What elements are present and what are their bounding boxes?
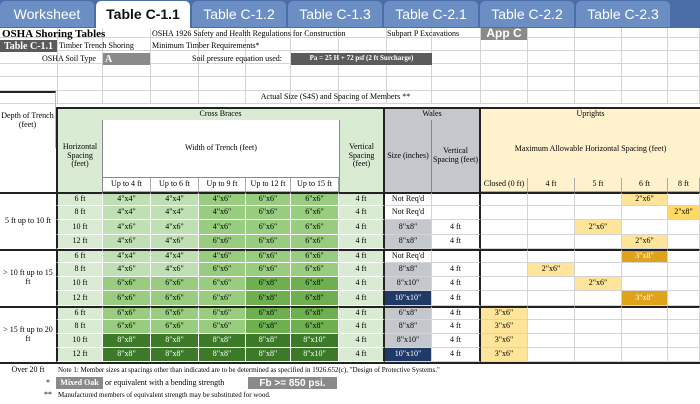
equiv-label: or equivalent with a bending strength (105, 377, 225, 387)
wale-vert-spacing: 4 ft (432, 348, 481, 362)
vert-spacing-cell: 4 ft (339, 306, 385, 320)
wale-vert-spacing: 4 ft (432, 291, 481, 305)
min-req-label: Minimum Timber Requirements* (152, 40, 260, 50)
upright-col-header: Closed (0 ft) (481, 178, 528, 192)
cross-brace-size: 4"x6" (151, 263, 199, 277)
depth-range: > 10 ft up to 15 ft (0, 249, 56, 306)
grid-cell (528, 28, 575, 38)
upright-size (481, 220, 528, 234)
cross-brace-size: 6"x6" (151, 306, 199, 320)
tab-table-c-2-1[interactable]: Table C-2.1 (384, 1, 478, 27)
cross-brace-size: 6"x6" (199, 291, 246, 305)
upright-size (575, 206, 622, 220)
vert-spacing-cell: 4 ft (339, 249, 385, 263)
upright-size (481, 192, 528, 206)
cross-brace-size: 8"x8" (199, 348, 246, 362)
grid-cell (387, 64, 432, 77)
grid-cell (339, 64, 387, 77)
cross-brace-size: 6"x8" (291, 320, 339, 334)
cross-brace-size: 6"x6" (199, 277, 246, 291)
cross-brace-size: 4"x6" (199, 220, 246, 234)
grid-cell (58, 77, 103, 91)
upright-size (668, 263, 700, 277)
vert-spacing-cell: 4 ft (339, 206, 385, 220)
cross-brace-size: 8"x8" (199, 334, 246, 348)
cross-brace-size: 8"x8" (103, 334, 151, 348)
tab-table-c-1-1[interactable]: Table C-1.1 (96, 1, 190, 28)
cross-brace-size: 6"x6" (151, 320, 199, 334)
regs-label: OSHA 1926 Safety and Health Regulations for Construction (152, 28, 346, 38)
wood-type: Mixed Oak (56, 377, 103, 389)
upright-size (481, 249, 528, 263)
grid-cell (528, 64, 575, 77)
width-header: Width of Trench (feet) (103, 120, 339, 178)
cross-brace-size: 6"x6" (199, 320, 246, 334)
grid-cell (432, 77, 481, 91)
grid-cell (622, 91, 668, 104)
horiz-spacing-cell: 12 ft (56, 235, 103, 249)
grid-cell (291, 77, 339, 91)
cross-brace-size: 6"x6" (291, 263, 339, 277)
title: OSHA Shoring Tables (2, 28, 106, 40)
upright-size (622, 220, 668, 234)
cross-brace-size: 6"x8" (246, 320, 291, 334)
footnote-dstar: ** (44, 389, 52, 399)
upright-size (528, 334, 575, 348)
vert-spacing-cell: 4 ft (339, 320, 385, 334)
cross-brace-size: 4"x6" (151, 220, 199, 234)
fb-value: Fb >= 850 psi. (248, 377, 337, 389)
actual-size-label: Actual Size (S4S) and Spacing of Members ** (260, 91, 411, 101)
tab-table-c-2-3[interactable]: Table C-2.3 (576, 1, 670, 27)
cross-brace-size: 6"x6" (151, 291, 199, 305)
grid-cell (575, 91, 622, 104)
upright-size (575, 320, 622, 334)
wale-size: 8"x8" (385, 235, 432, 249)
grid-cell (575, 38, 622, 51)
grid-cell (291, 64, 339, 77)
depth-range: 5 ft up to 10 ft (0, 192, 56, 249)
grid-cell (622, 64, 668, 77)
upright-size (575, 235, 622, 249)
width-col-header: Up to 15 ft (291, 178, 339, 192)
grid-cell (199, 77, 246, 91)
wale-vert-spacing: 4 ft (432, 235, 481, 249)
note-1: Note 1: Member sizes at spacings other than indicated are to be determined as specified in 1926.652(c), "Design of Protective Systems." (56, 362, 700, 376)
vert-spacing-header: Vertical Spacing (feet) (339, 120, 385, 192)
upright-size (622, 206, 668, 220)
cross-brace-size: 8"x8" (103, 348, 151, 362)
horiz-spacing-cell: 8 ft (56, 206, 103, 220)
cross-brace-size: 6"x6" (291, 206, 339, 220)
grid-cell (528, 38, 575, 51)
grid-cell (668, 38, 700, 51)
upright-size (575, 306, 622, 320)
grid-cell (103, 64, 151, 77)
cross-brace-size: 4"x4" (151, 206, 199, 220)
tab-table-c-1-2[interactable]: Table C-1.2 (192, 1, 286, 27)
spreadsheet-grid (0, 28, 700, 404)
tab-table-c-1-3[interactable]: Table C-1.3 (288, 1, 382, 27)
cross-brace-size: 4"x4" (151, 249, 199, 263)
upright-size (528, 249, 575, 263)
cross-brace-size: 4"x4" (103, 192, 151, 206)
grid-cell (481, 51, 528, 64)
cross-brace-size: 4"x4" (151, 192, 199, 206)
wale-size: 8"x8" (385, 320, 432, 334)
wale-vert-spacing (432, 206, 481, 220)
upright-size (668, 192, 700, 206)
upright-size: 2"x6" (575, 277, 622, 291)
upright-size (528, 306, 575, 320)
upright-size (575, 334, 622, 348)
cross-brace-size: 6"x6" (103, 291, 151, 305)
horiz-spacing-cell: 10 ft (56, 334, 103, 348)
wale-size: Not Req'd (385, 192, 432, 206)
cross-brace-size: 6"x6" (246, 192, 291, 206)
upright-col-header: 8 ft (668, 178, 700, 192)
cross-brace-size: 6"x6" (199, 263, 246, 277)
upright-size (622, 348, 668, 362)
upright-col-header: 5 ft (575, 178, 622, 192)
cross-brace-size: 6"x6" (103, 277, 151, 291)
grid-cell (481, 77, 528, 91)
upright-size: 2"x6" (528, 263, 575, 277)
upright-size (622, 320, 668, 334)
cross-brace-size: 6"x6" (151, 277, 199, 291)
wale-size: 10"x10" (385, 348, 432, 362)
width-col-header: Up to 12 ft (246, 178, 291, 192)
upright-col-header: 4 ft (528, 178, 575, 192)
cross-brace-size: 6"x6" (291, 220, 339, 234)
cross-brace-size: 6"x8" (291, 306, 339, 320)
upright-size: 3"x6" (481, 348, 528, 362)
wale-vert-spacing: 4 ft (432, 334, 481, 348)
wale-vert-spacing: 4 ft (432, 263, 481, 277)
cross-brace-size: 4"x6" (199, 192, 246, 206)
wale-size: 8"x8" (385, 220, 432, 234)
grid-cell (575, 51, 622, 64)
wale-vert-spacing: 4 ft (432, 306, 481, 320)
cross-brace-size: 8"x8" (246, 348, 291, 362)
cross-brace-size: 6"x6" (103, 306, 151, 320)
wale-size: 8"x10" (385, 334, 432, 348)
upright-size: 3"x8" (622, 291, 668, 305)
upright-size: 2"x6" (622, 192, 668, 206)
upright-size (481, 235, 528, 249)
wale-vert-spacing: 4 ft (432, 320, 481, 334)
grid-cell (575, 77, 622, 91)
grid-cell (246, 77, 291, 91)
depth-range: > 15 ft up to 20 ft (0, 306, 56, 363)
horiz-spacing-cell: 12 ft (56, 348, 103, 362)
horiz-spacing-cell: 10 ft (56, 220, 103, 234)
cross-brace-size: 6"x8" (291, 277, 339, 291)
tab-table-c-2-2[interactable]: Table C-2.2 (480, 1, 574, 27)
soil-type-value: A (103, 53, 150, 65)
vert-spacing-cell: 4 ft (339, 334, 385, 348)
wale-size: 6"x8" (385, 306, 432, 320)
vert-spacing-cell: 4 ft (339, 291, 385, 305)
horiz-spacing-cell: 8 ft (56, 263, 103, 277)
cross-brace-size: 6"x6" (246, 220, 291, 234)
cross-brace-size: 6"x6" (246, 206, 291, 220)
upright-size (575, 348, 622, 362)
upright-size (528, 291, 575, 305)
wale-vert-spacing: 4 ft (432, 277, 481, 291)
horiz-spacing-cell: 6 ft (56, 306, 103, 320)
upright-size (668, 334, 700, 348)
cross-brace-size: 8"x10" (291, 348, 339, 362)
grid-cell (668, 91, 700, 104)
app-label: App C (481, 28, 527, 40)
grid-cell (151, 77, 199, 91)
manuf-note: Manufactured members of equivalent strength may be substituted for wood. (58, 390, 271, 399)
tab-worksheet[interactable]: Worksheet (0, 1, 94, 27)
cross-brace-size: 6"x6" (291, 235, 339, 249)
grid-cell (668, 64, 700, 77)
cross-brace-size: 4"x6" (199, 206, 246, 220)
grid-cell (432, 51, 481, 64)
grid-cell (432, 64, 481, 77)
grid-cell (668, 51, 700, 64)
horiz-spacing-cell: 10 ft (56, 277, 103, 291)
grid-cell (339, 77, 387, 91)
upright-size (622, 263, 668, 277)
cross-brace-size: 6"x6" (291, 249, 339, 263)
table-desc: Timber Trench Shoring (59, 40, 134, 50)
cross-brace-size: 4"x4" (103, 249, 151, 263)
cross-brace-size: 4"x4" (103, 206, 151, 220)
upright-size: 3"x6" (481, 334, 528, 348)
upright-size (668, 235, 700, 249)
upright-size: 2"x6" (575, 220, 622, 234)
upright-size (575, 291, 622, 305)
horiz-spacing-cell: 6 ft (56, 249, 103, 263)
grid-cell (528, 51, 575, 64)
cross-braces-header: Cross Braces (56, 107, 385, 120)
wale-size: Not Req'd (385, 249, 432, 263)
cross-brace-size: 4"x6" (103, 235, 151, 249)
over-20-label: Over 20 ft (0, 362, 56, 376)
grid-cell (58, 64, 103, 77)
grid-cell (0, 64, 58, 77)
cross-brace-size: 8"x8" (151, 348, 199, 362)
cross-brace-size: 6"x6" (199, 306, 246, 320)
upright-size (668, 249, 700, 263)
max-horiz-header: Maximum Allowable Horizontal Spacing (feet) (481, 120, 700, 178)
vert-spacing-cell: 4 ft (339, 277, 385, 291)
footnote-star: * (46, 377, 50, 387)
upright-size (622, 277, 668, 291)
vert-spacing-cell: 4 ft (339, 235, 385, 249)
grid-cell (528, 77, 575, 91)
grid-cell (575, 28, 622, 38)
grid-cell (0, 77, 58, 91)
upright-size (622, 306, 668, 320)
cross-brace-size: 6"x8" (246, 306, 291, 320)
cross-brace-size: 6"x6" (291, 192, 339, 206)
vert-spacing-cell: 4 ft (339, 348, 385, 362)
upright-size (528, 206, 575, 220)
soil-type-label: OSHA Soil Type (42, 53, 96, 63)
wale-size: 10"x10" (385, 291, 432, 305)
upright-size (668, 320, 700, 334)
wale-vert-spacing (432, 192, 481, 206)
sheet-tab-bar (0, 0, 700, 28)
cross-brace-size: 6"x8" (291, 291, 339, 305)
cross-brace-size: 6"x6" (199, 235, 246, 249)
upright-size (668, 277, 700, 291)
depth-header: Depth of Trench (feet) (0, 91, 56, 148)
upright-size (668, 306, 700, 320)
cross-brace-size: 4"x6" (151, 235, 199, 249)
upright-size (481, 277, 528, 291)
wale-size: 8"x10" (385, 277, 432, 291)
horiz-spacing-header: Horizontal Spacing (feet) (56, 120, 103, 192)
table-label: Table C-1.1 (0, 40, 57, 52)
upright-col-header: 6 ft (622, 178, 668, 192)
upright-size (668, 291, 700, 305)
pressure-value: Pa = 25 H + 72 psf (2 ft Surcharge) (291, 53, 432, 65)
upright-size (481, 206, 528, 220)
cross-brace-size: 6"x6" (246, 263, 291, 277)
vert-spacing-cell: 4 ft (339, 220, 385, 234)
width-col-header: Up to 6 ft (151, 178, 199, 192)
grid-cell (622, 51, 668, 64)
cross-brace-size: 4"x6" (199, 249, 246, 263)
upright-size (668, 220, 700, 234)
grid-cell (575, 64, 622, 77)
upright-size: 2"x6" (622, 235, 668, 249)
upright-size (622, 334, 668, 348)
upright-size: 3"x8" (622, 249, 668, 263)
vert-spacing-cell: 4 ft (339, 263, 385, 277)
upright-size: 3"x6" (481, 320, 528, 334)
wale-size: Not Req'd (385, 206, 432, 220)
cross-brace-size: 4"x6" (103, 263, 151, 277)
cross-brace-size: 6"x8" (246, 277, 291, 291)
upright-size (481, 291, 528, 305)
wales-header: Wales (385, 107, 481, 120)
upright-size (528, 320, 575, 334)
cross-brace-size: 6"x6" (246, 235, 291, 249)
upright-size (528, 220, 575, 234)
grid-cell (668, 77, 700, 91)
upright-size (575, 192, 622, 206)
upright-size (528, 277, 575, 291)
cross-brace-size: 4"x6" (103, 220, 151, 234)
grid-cell (246, 64, 291, 77)
grid-cell (151, 64, 199, 77)
wale-vert-spacing (432, 249, 481, 263)
grid-cell (199, 64, 246, 77)
upright-size (575, 249, 622, 263)
cross-brace-size: 6"x8" (246, 291, 291, 305)
grid-cell (58, 91, 103, 104)
upright-size (575, 263, 622, 277)
pressure-label: Soil pressure equation used: (192, 53, 282, 63)
wale-size: 8"x8" (385, 263, 432, 277)
cross-brace-size: 8"x10" (291, 334, 339, 348)
upright-size (528, 235, 575, 249)
cross-brace-size: 6"x6" (103, 320, 151, 334)
grid-cell (622, 77, 668, 91)
horiz-spacing-cell: 8 ft (56, 320, 103, 334)
horiz-spacing-cell: 12 ft (56, 291, 103, 305)
grid-cell (387, 77, 432, 91)
horiz-spacing-cell: 6 ft (56, 192, 103, 206)
size-header: Size (inches) (385, 120, 432, 192)
wales-vert-spacing-header: Vertical Spacing (feet) (432, 120, 481, 192)
grid-cell (481, 64, 528, 77)
grid-cell (103, 77, 151, 91)
grid-cell (622, 38, 668, 51)
width-col-header: Up to 4 ft (103, 178, 151, 192)
subpart-label: Subpart P Excavations (387, 28, 460, 38)
vert-spacing-cell: 4 ft (339, 192, 385, 206)
upright-size (481, 263, 528, 277)
wale-vert-spacing: 4 ft (432, 220, 481, 234)
grid-cell (622, 28, 668, 38)
cross-brace-size: 8"x8" (151, 334, 199, 348)
width-col-header: Up to 9 ft (199, 178, 246, 192)
cross-brace-size: 8"x8" (246, 334, 291, 348)
upright-size (528, 192, 575, 206)
grid-cell (668, 28, 700, 38)
upright-size (668, 348, 700, 362)
uprights-header: Uprights (481, 107, 700, 120)
upright-size: 2"x8" (668, 206, 700, 220)
cross-brace-size: 6"x6" (246, 249, 291, 263)
upright-size: 3"x6" (481, 306, 528, 320)
upright-size (528, 348, 575, 362)
